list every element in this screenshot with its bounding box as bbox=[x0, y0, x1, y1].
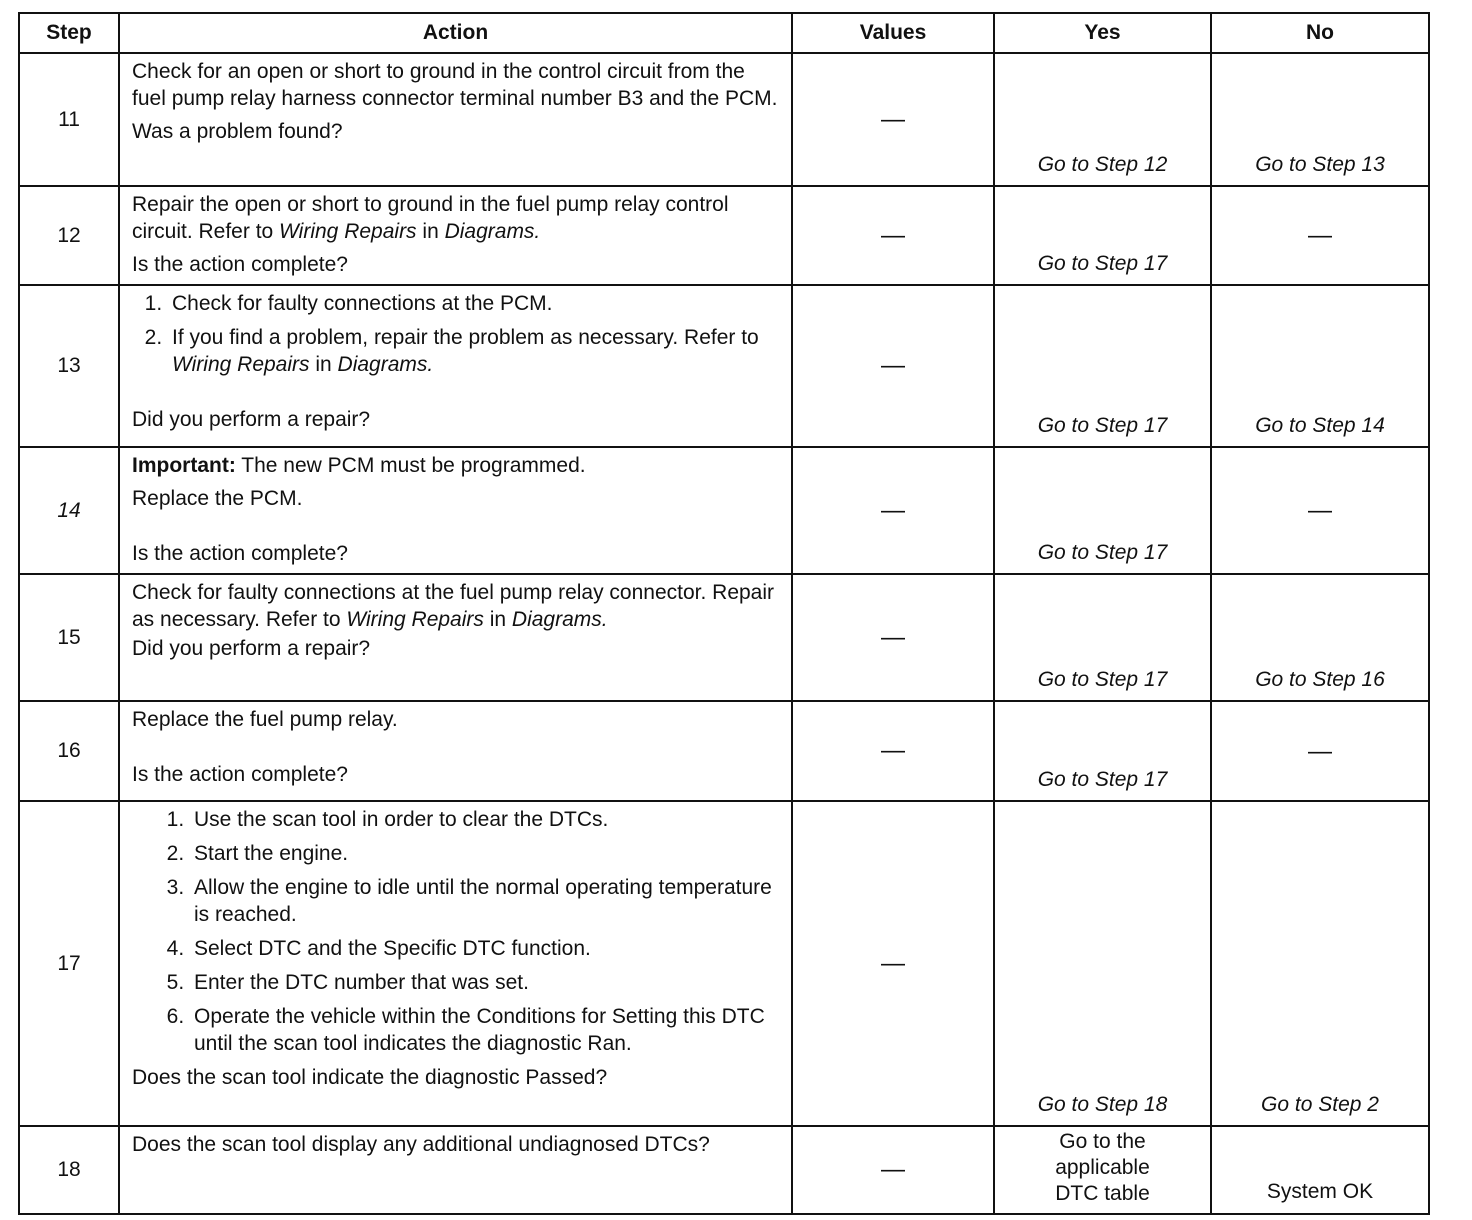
step-number: 17 bbox=[19, 801, 119, 1126]
action-text: Check for faulty connections at the fuel pump relay connector. Repair as necessary. Refer to Wiring Repairs in Diagrams. bbox=[132, 581, 775, 631]
yes-outcome: Go to Step 18 bbox=[994, 801, 1211, 1126]
no-outcome: Go to Step 14 bbox=[1211, 285, 1429, 447]
header-row bbox=[19, 13, 1429, 53]
action-text: Repair the open or short to ground in the fuel pump relay control circuit. Refer to Wiring Repairs in Diagrams. bbox=[132, 193, 729, 243]
step-number: 18 bbox=[19, 1126, 119, 1214]
action-question: Was a problem found? bbox=[132, 120, 343, 143]
action-cell bbox=[119, 574, 792, 701]
action-text: Replace the PCM. bbox=[132, 487, 303, 510]
list-item: 3. Allow the engine to idle until the normal operating temperature is reached. bbox=[190, 874, 781, 928]
header-action: Action bbox=[119, 13, 792, 53]
values-cell: — bbox=[792, 186, 994, 285]
action-cell bbox=[119, 801, 792, 1126]
action-cell bbox=[119, 701, 792, 801]
action-question: Did you perform a repair? bbox=[132, 637, 371, 660]
list-item: 6. Operate the vehicle within the Conditions for Setting this DTC until the scan tool indicates the diagnostic Ran. bbox=[190, 1003, 781, 1057]
action-question: Is the action complete? bbox=[132, 542, 348, 565]
diagrams-ref: Diagrams. bbox=[511, 608, 608, 631]
no-outcome: — bbox=[1211, 701, 1429, 801]
yes-outcome: Go to Step 17 bbox=[994, 701, 1211, 801]
yes-outcome: Go to Step 17 bbox=[994, 574, 1211, 701]
diagnostic-table bbox=[18, 12, 1430, 1215]
step-number: 11 bbox=[19, 53, 119, 186]
header-values: Values bbox=[792, 13, 994, 53]
yes-outcome: Go to Step 17 bbox=[994, 186, 1211, 285]
table-row bbox=[19, 186, 1429, 285]
yes-outcome: Go to Step 12 bbox=[994, 53, 1211, 186]
list-item: 1. Check for faulty connections at the PCM. bbox=[168, 290, 781, 317]
step-number: 14 bbox=[19, 447, 119, 574]
values-cell: — bbox=[792, 1126, 994, 1214]
list-item: 2. If you find a problem, repair the problem as necessary. Refer to Wiring Repairs in Diagrams. bbox=[168, 324, 781, 378]
action-question: Is the action complete? bbox=[132, 253, 348, 276]
no-outcome: — bbox=[1211, 447, 1429, 574]
diagrams-ref: Diagrams. bbox=[337, 353, 434, 376]
important-note: Important: The new PCM must be programmed. bbox=[132, 454, 586, 477]
values-cell: — bbox=[792, 701, 994, 801]
action-list bbox=[132, 806, 781, 1057]
values-cell: — bbox=[792, 574, 994, 701]
no-outcome: System OK bbox=[1211, 1126, 1429, 1214]
step-number: 15 bbox=[19, 574, 119, 701]
values-cell: — bbox=[792, 285, 994, 447]
action-question: Does the scan tool display any additional undiagnosed DTCs? bbox=[132, 1133, 710, 1156]
table-row bbox=[19, 574, 1429, 701]
table-row bbox=[19, 801, 1429, 1126]
action-question: Does the scan tool indicate the diagnostic Passed? bbox=[132, 1066, 608, 1089]
wiring-repairs-ref: Wiring Repairs bbox=[172, 353, 310, 376]
values-cell: — bbox=[792, 53, 994, 186]
wiring-repairs-ref: Wiring Repairs bbox=[346, 608, 484, 631]
header-step: Step bbox=[19, 13, 119, 53]
action-text: Replace the fuel pump relay. bbox=[132, 708, 398, 731]
step-number: 13 bbox=[19, 285, 119, 447]
action-cell bbox=[119, 285, 792, 447]
table-row bbox=[19, 447, 1429, 574]
action-list bbox=[132, 290, 781, 378]
step-number: 12 bbox=[19, 186, 119, 285]
yes-outcome: Go to the applicable DTC table bbox=[994, 1126, 1211, 1214]
header-no: No bbox=[1211, 13, 1429, 53]
table-row bbox=[19, 285, 1429, 447]
header-yes: Yes bbox=[994, 13, 1211, 53]
no-outcome: Go to Step 16 bbox=[1211, 574, 1429, 701]
diagrams-ref: Diagrams. bbox=[444, 220, 541, 243]
values-cell: — bbox=[792, 447, 994, 574]
no-outcome: Go to Step 13 bbox=[1211, 53, 1429, 186]
action-question: Is the action complete? bbox=[132, 763, 348, 786]
list-item: 4. Select DTC and the Specific DTC function. bbox=[190, 935, 781, 962]
yes-outcome: Go to Step 17 bbox=[994, 447, 1211, 574]
wiring-repairs-ref: Wiring Repairs bbox=[279, 220, 417, 243]
yes-outcome: Go to Step 17 bbox=[994, 285, 1211, 447]
action-cell bbox=[119, 447, 792, 574]
action-question: Did you perform a repair? bbox=[132, 408, 371, 431]
action-cell bbox=[119, 1126, 792, 1214]
values-cell: — bbox=[792, 801, 994, 1126]
no-outcome: — bbox=[1211, 186, 1429, 285]
action-text: Check for an open or short to ground in the control circuit from the fuel pump relay harness connector terminal number B3 and the PCM. bbox=[132, 60, 778, 110]
table-row bbox=[19, 53, 1429, 186]
list-item: 5. Enter the DTC number that was set. bbox=[190, 969, 781, 996]
table-row bbox=[19, 701, 1429, 801]
action-cell bbox=[119, 53, 792, 186]
no-outcome: Go to Step 2 bbox=[1211, 801, 1429, 1126]
list-item: 1. Use the scan tool in order to clear the DTCs. bbox=[190, 806, 781, 833]
table-row bbox=[19, 1126, 1429, 1214]
action-cell bbox=[119, 186, 792, 285]
list-item: 2. Start the engine. bbox=[190, 840, 781, 867]
step-number: 16 bbox=[19, 701, 119, 801]
